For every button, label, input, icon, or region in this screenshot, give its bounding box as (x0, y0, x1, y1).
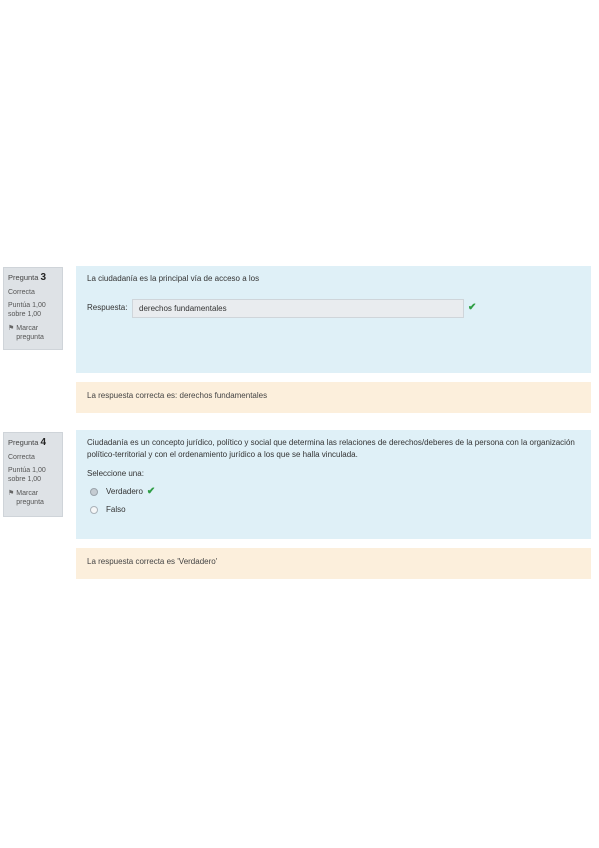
flag-icon: ⚑ (8, 324, 15, 332)
question-label: Pregunta (8, 273, 39, 282)
question-grade (8, 466, 58, 485)
flag-question-button[interactable] (8, 489, 58, 508)
correct-answer-text: La respuesta correcta es: derechos fundamentales (87, 391, 268, 400)
grade-line: Puntúa 1,00 (8, 466, 46, 474)
flag-icon: ⚑ (8, 489, 15, 497)
question-number-value: 3 (40, 272, 47, 283)
question-content-4 (76, 430, 591, 539)
answer-label: Respuesta: (87, 303, 128, 313)
question-info-4 (3, 432, 63, 517)
grade-line: Puntúa 1,00 (8, 301, 46, 309)
question-text: Ciudadanía es un concepto jurídico, político y social que determina las relaciones de derechos/deberes de la persona con la organización político-territorial y con el ordenamiento jurídico a los que se halla vinculada. (87, 438, 575, 459)
question-label: Pregunta (8, 438, 39, 447)
option-label: Falso (106, 505, 126, 515)
check-icon: ✔ (468, 301, 477, 313)
option-false[interactable] (87, 504, 580, 516)
option-true[interactable] (87, 485, 580, 500)
question-number (8, 271, 58, 285)
answer-row (87, 299, 580, 318)
feedback-3 (76, 382, 591, 413)
radio-true[interactable] (90, 488, 98, 496)
radio-false[interactable] (90, 506, 98, 514)
question-number (8, 436, 58, 450)
flag-label: Marcar pregunta (16, 489, 44, 507)
question-text: La ciudadanía es la principal vía de acceso a los (87, 274, 260, 283)
correct-answer-text: La respuesta correcta es 'Verdadero' (87, 557, 218, 566)
answer-input[interactable]: derechos fundamentales (132, 299, 464, 318)
check-icon: ✔ (146, 485, 156, 497)
feedback-4 (76, 548, 591, 579)
flag-label: Marcar pregunta (16, 324, 44, 342)
select-prompt: Seleccione una: (87, 469, 144, 479)
question-state: Correcta (8, 288, 35, 296)
question-state: Correcta (8, 453, 35, 461)
option-label: Verdadero (106, 487, 143, 497)
flag-question-button[interactable] (8, 324, 58, 343)
question-content-3 (76, 266, 591, 373)
question-grade (8, 301, 58, 320)
grade-line: sobre 1,00 (8, 476, 42, 484)
question-number-value: 4 (40, 437, 47, 448)
grade-line: sobre 1,00 (8, 311, 42, 319)
question-info-3 (3, 267, 63, 350)
